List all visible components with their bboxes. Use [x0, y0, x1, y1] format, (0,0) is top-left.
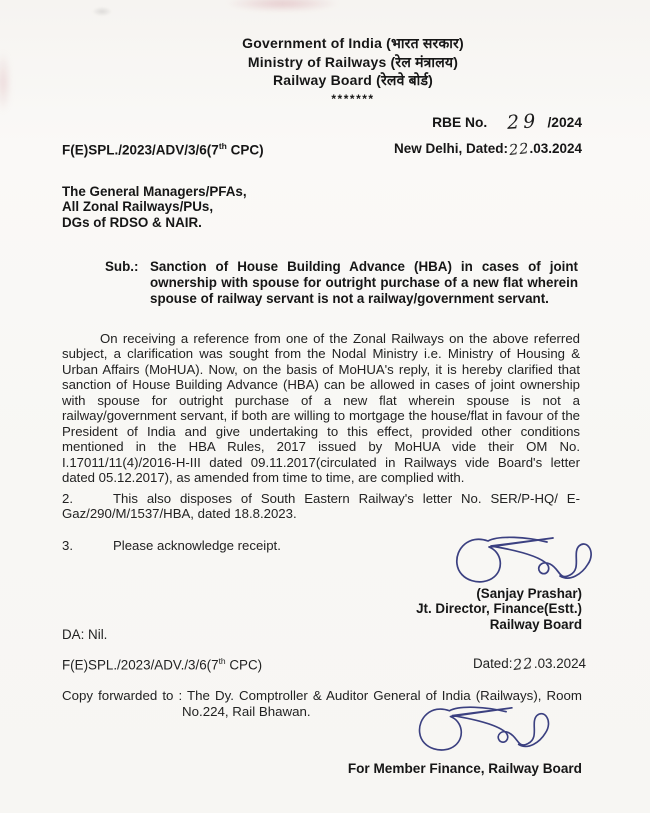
dated-bottom-suffix: .03.2024: [533, 656, 586, 671]
scan-smudge-top: [225, 0, 340, 12]
copy-forwarded-text: The Dy. Comptroller & Auditor General of India (Railways), Room No.224, Rail Bhawan.: [182, 688, 582, 719]
file-reference-bottom: [62, 656, 262, 672]
subject-block: [105, 259, 578, 307]
file-reference-top: [62, 141, 264, 158]
date-suffix: .03.2024: [529, 141, 582, 156]
file-reference-bottom-text: F(E)SPL./2023/ADV./3/6(7: [62, 657, 219, 673]
signatory-designation: Jt. Director, Finance(Estt.): [416, 601, 582, 617]
file-reference-top-superscript: th: [218, 141, 227, 151]
subject-text: Sanction of House Building Advance (HBA) in cases of joint ownership with spouse for outright purchase of a new flat wherein spouse of railway servant is not a railway/government servant.: [150, 259, 578, 306]
signatory-name: (Sanjay Prashar): [476, 586, 582, 601]
letterhead-line-board: Railway Board (रेलवे बोर्ड): [272, 72, 434, 88]
place-and-date: [394, 141, 582, 158]
paragraph-2-text: This also disposes of South Eastern Railway's letter No. SER/P-HQ/ E-Gaz/290/M/1537/HBA, dated 18.8.2023.: [62, 491, 580, 522]
paragraph-1: On receiving a reference from one of the Zonal Railways on the above referred subject, a clarification was sought from the Nodal Ministry i.e. Ministry of Housing & Urban Affairs (MoHUA). Now, on the basis of MoHUA's reply, it is hereby clarified that sanction of House Building Advance (HBA) can be allowed in cases of joint ownership with spouse for outright purchase of a new flat wherein spouse is not a railway/government servant, if both are willing to mortgage the house/flat in favour of the President of India and give undertaking to this effect, provided other conditions mentioned in the HBA Rules, 2017 issued by MoHUA vide their OM No. I.17011/11(4)/2016-H-III dated 09.11.2017(circulated in Railways vide Board's letter dated 05.12.2017), as amended from time to time, are complied with.: [62, 331, 580, 486]
addressee-line-2: All Zonal Railways/PUs,: [62, 199, 214, 215]
da-line: DA: Nil.: [62, 627, 108, 642]
paragraph-2-number: 2.: [62, 491, 73, 506]
rbe-number-handwritten: 29: [506, 110, 541, 134]
signature-member-finance-icon: [412, 698, 558, 760]
signatory-organisation: Railway Board: [489, 616, 582, 632]
dated-bottom: [472, 655, 586, 675]
file-reference-bottom-superscript: th: [218, 656, 226, 666]
signature-jt-director-icon: [448, 529, 602, 591]
addressee-line-3: DGs of RDSO & NAIR.: [62, 214, 202, 230]
for-member-finance-line: For Member Finance, Railway Board: [347, 761, 582, 776]
paragraph-3-text: Please acknowledge receipt.: [113, 538, 281, 553]
rbe-number-row: [432, 110, 582, 132]
letterhead: [56, 34, 650, 106]
dated-bottom-day-handwritten: 22: [512, 655, 535, 675]
place-date-text: New Delhi, Dated:: [393, 141, 508, 156]
file-reference-bottom-suffix: CPC): [225, 657, 263, 673]
file-reference-top-suffix: CPC): [226, 142, 264, 158]
rbe-year: /2024: [547, 115, 582, 130]
letterhead-separator: *******: [331, 91, 375, 106]
file-reference-top-text: F(E)SPL./2023/ADV/3/6(7: [62, 142, 219, 158]
addressee-line-1: The General Managers/PFAs,: [62, 184, 247, 199]
reference-and-date-row: [62, 141, 582, 158]
letterhead-line-ministry: Ministry of Railways (रेल मंत्रालय): [247, 53, 459, 70]
scan-smudge-left-edge: [0, 52, 11, 112]
addressee-block: [62, 184, 247, 230]
subject-label: Sub.:: [105, 259, 139, 274]
letterhead-line-govt: Government of India (भारत सरकार): [242, 35, 464, 51]
copy-forwarded-label: Copy forwarded to :: [62, 688, 183, 703]
paragraph-3-number: 3.: [62, 538, 73, 553]
dated-bottom-text: Dated:: [472, 656, 513, 671]
paragraph-2: [62, 491, 580, 522]
signatory-block: [416, 586, 582, 632]
scan-speck: [92, 7, 112, 16]
rbe-label: RBE No.: [432, 115, 488, 130]
reference-and-date-row-bottom: [62, 655, 586, 675]
date-day-handwritten: 22: [508, 140, 531, 160]
